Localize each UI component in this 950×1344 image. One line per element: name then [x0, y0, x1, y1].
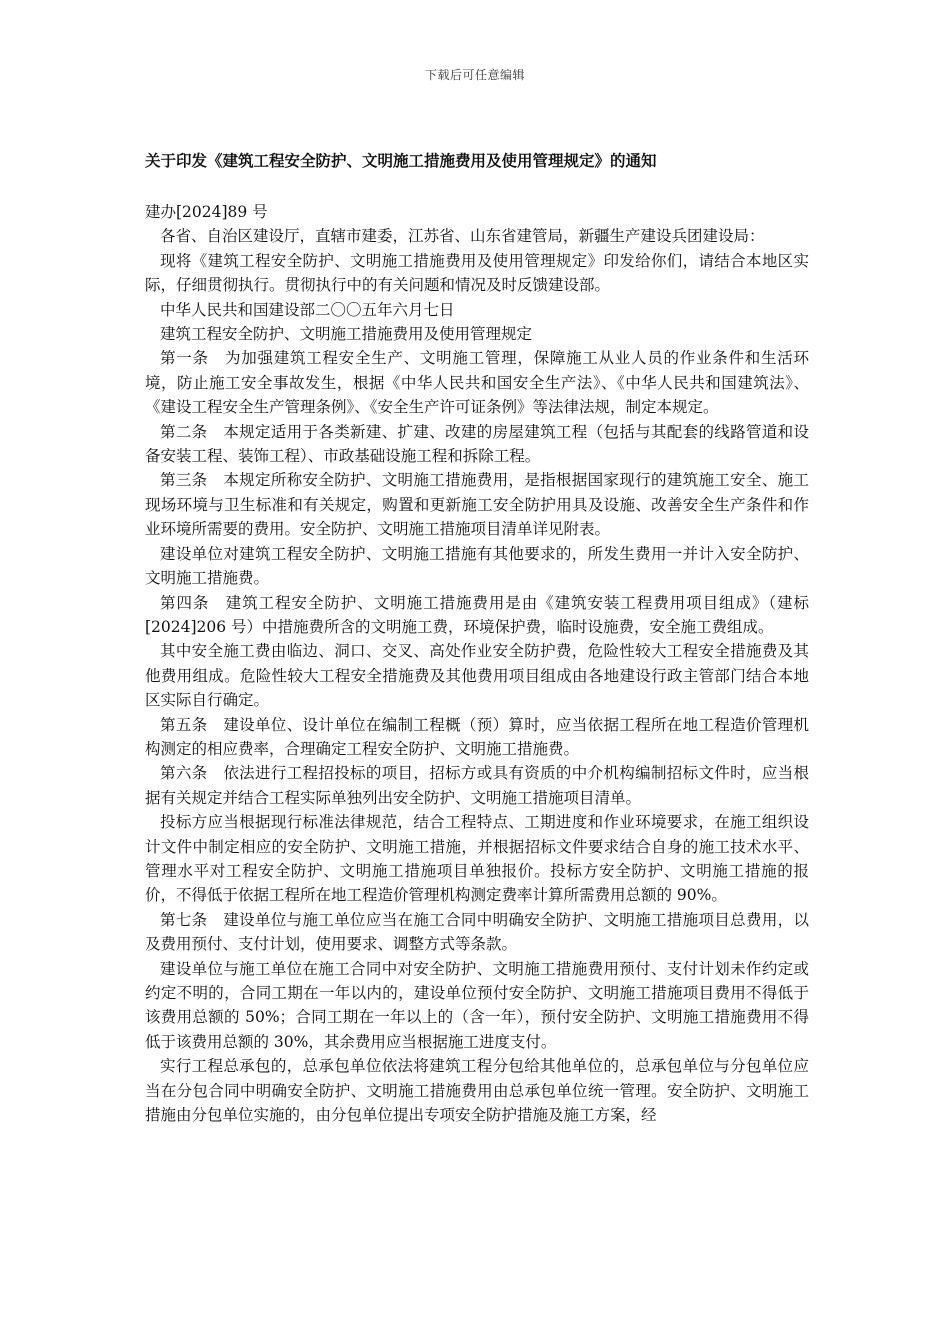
article-2: 第二条 本规定适用于各类新建、扩建、改建的房屋建筑工程（包括与其配套的线路管道和设备安装工程、装饰工程）、市政基础设施工程和拆除工程。 — [145, 422, 809, 466]
paragraph: 建设单位与施工单位在施工合同中对安全防护、文明施工措施费用预付、支付计划未作约定或约定不明的，合同工期在一年以内的，建设单位预付安全防护、文明施工措施项目费用不得低于该费用总额的 50%；合同工期在一年以上的（含一年），预付安全防护、文明施工措施费用不得低于该费用总额的 30%，其余费用应当根据施工进度支付。 — [145, 959, 809, 1051]
addressee: 各省、自治区建设厅，直辖市建委，江苏省、山东省建管局，新疆生产建设兵团建设局： — [160, 227, 765, 246]
paragraph: 实行工程总承包的，总承包单位依法将建筑工程分包给其他单位的，总承包单位与分包单位应当在分包合同中明确安全防护、文明施工措施费用由总承包单位统一管理。安全防护、文明施工措施由分包单位实施的，由分包单位提出专项安全防护措施及施工方案，经 — [145, 1057, 809, 1125]
document-title: 关于印发《建筑工程安全防护、文明施工措施费用及使用管理规定》的通知 — [145, 151, 657, 170]
paragraph: 建设单位对建筑工程安全防护、文明施工措施有其他要求的，所发生费用一并计入安全防护、文明施工措施费。 — [145, 544, 809, 588]
article-4: 第四条 建筑工程安全防护、文明施工措施费用是由《建筑安装工程费用项目组成》（建标[2024]206 号）中措施费所含的文明施工费，环境保护费，临时设施费，安全施工费组成。 — [145, 593, 809, 636]
paragraph: 其中安全施工费由临边、洞口、交叉、高处作业安全防护费，危险性较大工程安全措施费及其他费用组成。危险性较大工程安全措施费及其他费用项目组成由各地建设行政主管部门结合本地区实际自行确定。 — [145, 642, 809, 710]
regulation-title: 建筑工程安全防护、文明施工措施费用及使用管理规定 — [160, 325, 533, 344]
paragraph: 现将《建筑工程安全防护、文明施工措施费用及使用管理规定》印发给你们，请结合本地区实际，仔细贯彻执行。贯彻执行中的有关问题和情况及时反馈建设部。 — [145, 251, 809, 295]
article-6: 第六条 依法进行工程招投标的项目，招标方或具有资质的中介机构编制招标文件时，应当根据有关规定并结合工程实际单独列出安全防护、文明施工措施项目清单。 — [145, 764, 809, 807]
article-1: 第一条 为加强建筑工程安全生产、文明施工管理，保障施工从业人员的作业条件和生活环境，防止施工安全事故发生，根据《中华人民共和国安全生产法》、《中华人民共和国建筑法》、《建设工程安全生产管理条例》、《安全生产许可证条例》等法律法规，制定本规定。 — [145, 349, 809, 417]
article-5: 第五条 建设单位、设计单位在编制工程概（预）算时，应当依据工程所在地工程造价管理机构测定的相应费率，合理确定工程安全防护、文明施工措施费。 — [145, 715, 809, 758]
document-number: 建办[2024]89 号 — [145, 203, 268, 221]
article-3: 第三条 本规定所称安全防护、文明施工措施费用，是指根据国家现行的建筑施工安全、施工现场环境与卫生标准和有关规定，购置和更新施工安全防护用具及设施、改善安全生产条件和作业环境所需要的费用。安全防护、文明施工措施项目清单详见附表。 — [145, 471, 809, 539]
article-7: 第七条 建设单位与施工单位应当在施工合同中明确安全防护、文明施工措施项目总费用，以及费用预付、支付计划，使用要求、调整方式等条款。 — [145, 910, 809, 954]
paragraph: 投标方应当根据现行标准法律规范，结合工程特点、工期进度和作业环境要求，在施工组织设计文件中制定相应的安全防护、文明施工措施，并根据招标文件要求结合自身的施工技术水平、管理水平对工程安全防护、文明施工措施项目单独报价。投标方安全防护、文明施工措施的报价，不得低于依据工程所在地工程造价管理机构测定费率计算所需费用总额的 90%。 — [145, 813, 809, 905]
header-note: 下载后可任意编辑 — [424, 68, 525, 82]
issuer-date: 中华人民共和国建设部二〇〇五年六月七日 — [160, 300, 455, 319]
document-body — [145, 200, 809, 1127]
